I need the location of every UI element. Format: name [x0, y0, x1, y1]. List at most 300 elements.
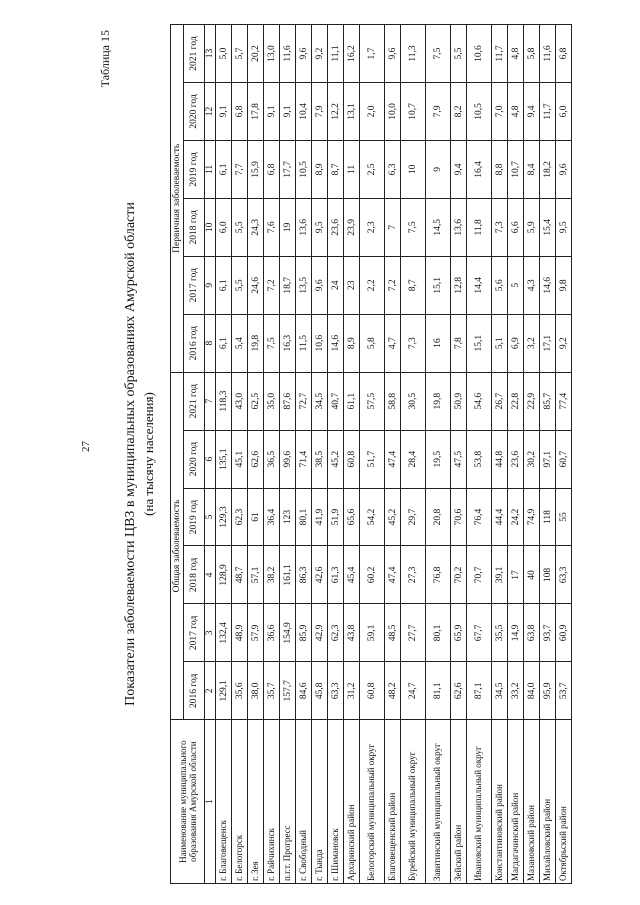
year-header: 2020 год — [184, 430, 205, 488]
value-cell: 5,5 — [232, 198, 248, 256]
value-cell: 50,9 — [451, 372, 467, 430]
value-cell: 10,6 — [312, 314, 328, 372]
table-row — [312, 25, 328, 884]
value-cell: 85,7 — [540, 372, 556, 430]
value-cell: 5,9 — [524, 198, 540, 256]
value-cell: 19,8 — [426, 372, 451, 430]
column-number: 1 — [205, 720, 216, 884]
year-header: 2019 год — [184, 488, 205, 546]
value-cell: 57,1 — [248, 546, 264, 604]
page-number: 27 — [80, 441, 92, 452]
value-cell: 38,2 — [264, 546, 280, 604]
value-cell: 5,8 — [360, 314, 385, 372]
value-cell: 123 — [280, 488, 296, 546]
value-cell: 23,6 — [328, 198, 344, 256]
value-cell: 8,2 — [451, 83, 467, 141]
value-cell: 19 — [280, 198, 296, 256]
value-cell: 36,4 — [264, 488, 280, 546]
value-cell: 5,4 — [232, 314, 248, 372]
value-cell: 62,6 — [248, 430, 264, 488]
value-cell: 8,9 — [344, 314, 360, 372]
row-name-cell: Мазановский район — [524, 720, 540, 884]
value-cell: 14,9 — [508, 604, 524, 662]
value-cell: 48,9 — [232, 604, 248, 662]
row-name-cell: Архаринский район — [344, 720, 360, 884]
table-row — [344, 25, 360, 884]
value-cell: 14,5 — [426, 198, 451, 256]
value-cell: 57,9 — [248, 604, 264, 662]
value-cell: 80,1 — [296, 488, 312, 546]
value-cell: 42,6 — [312, 546, 328, 604]
value-cell: 11,1 — [328, 25, 344, 83]
value-cell: 108 — [540, 546, 556, 604]
value-cell: 4,8 — [508, 25, 524, 83]
value-cell: 6,8 — [264, 140, 280, 198]
table-row — [467, 25, 492, 884]
value-cell: 22,9 — [524, 372, 540, 430]
table-row — [556, 25, 572, 884]
value-cell: 74,9 — [524, 488, 540, 546]
value-cell: 71,4 — [296, 430, 312, 488]
value-cell: 13,6 — [296, 198, 312, 256]
value-cell: 51,9 — [328, 488, 344, 546]
value-cell: 23 — [344, 256, 360, 314]
value-cell: 45,8 — [312, 662, 328, 720]
value-cell: 7,9 — [426, 83, 451, 141]
value-cell: 157,7 — [280, 662, 296, 720]
value-cell: 17 — [508, 546, 524, 604]
value-cell: 84,6 — [296, 662, 312, 720]
value-cell: 27,7 — [401, 604, 426, 662]
value-cell: 54,6 — [467, 372, 492, 430]
value-cell: 7,3 — [401, 314, 426, 372]
value-cell: 54,2 — [360, 488, 385, 546]
value-cell: 20,2 — [248, 25, 264, 83]
row-name-cell: Ивановский муниципальный округ — [467, 720, 492, 884]
value-cell: 53,7 — [556, 662, 572, 720]
column-number: 6 — [205, 430, 216, 488]
value-cell: 63,3 — [328, 662, 344, 720]
value-cell: 61,1 — [344, 372, 360, 430]
value-cell: 8,7 — [401, 256, 426, 314]
value-cell: 2,5 — [360, 140, 385, 198]
value-cell: 7,2 — [264, 256, 280, 314]
table-row — [401, 25, 426, 884]
group-header-primary: Первичная заболеваемость — [171, 25, 184, 373]
row-name-cell: Благовещенский район — [385, 720, 401, 884]
value-cell: 9,6 — [385, 25, 401, 83]
value-cell: 86,3 — [296, 546, 312, 604]
value-cell: 35,0 — [264, 372, 280, 430]
value-cell: 57,5 — [360, 372, 385, 430]
value-cell: 8,8 — [492, 140, 508, 198]
row-name-cell: Белогорский муниципальный округ — [360, 720, 385, 884]
page-title: Показатели заболеваемости ЦВЗ в муниципальных образованиях Амурской области — [123, 202, 138, 706]
value-cell: 95,9 — [540, 662, 556, 720]
value-cell: 61 — [248, 488, 264, 546]
column-number: 10 — [205, 198, 216, 256]
value-cell: 80,1 — [426, 604, 451, 662]
value-cell: 42,9 — [312, 604, 328, 662]
year-header: 2016 год — [184, 662, 205, 720]
value-cell: 70,7 — [467, 546, 492, 604]
value-cell: 9,6 — [296, 25, 312, 83]
table-row — [508, 25, 524, 884]
value-cell: 26,7 — [492, 372, 508, 430]
value-cell: 5,5 — [451, 25, 467, 83]
value-cell: 35,6 — [232, 662, 248, 720]
value-cell: 7,5 — [401, 198, 426, 256]
value-cell: 6,1 — [216, 314, 232, 372]
table-row — [385, 25, 401, 884]
value-cell: 9 — [426, 140, 451, 198]
value-cell: 67,7 — [467, 604, 492, 662]
value-cell: 76,8 — [426, 546, 451, 604]
table-row — [328, 25, 344, 884]
value-cell: 6,3 — [385, 140, 401, 198]
row-name-cell: г. Зея — [248, 720, 264, 884]
value-cell: 62,3 — [232, 488, 248, 546]
value-cell: 41,9 — [312, 488, 328, 546]
value-cell: 1,7 — [360, 25, 385, 83]
value-cell: 18,7 — [280, 256, 296, 314]
table-row — [426, 25, 451, 884]
value-cell: 23,6 — [508, 430, 524, 488]
value-cell: 22,8 — [508, 372, 524, 430]
value-cell: 61,3 — [328, 546, 344, 604]
row-name-cell: Зейский район — [451, 720, 467, 884]
column-number: 11 — [205, 140, 216, 198]
value-cell: 154,9 — [280, 604, 296, 662]
value-cell: 11,6 — [540, 25, 556, 83]
value-cell: 36,6 — [264, 604, 280, 662]
table-row — [280, 25, 296, 884]
value-cell: 10,7 — [401, 83, 426, 141]
value-cell: 7,9 — [312, 83, 328, 141]
value-cell: 33,2 — [508, 662, 524, 720]
value-cell: 35,7 — [264, 662, 280, 720]
column-number: 13 — [205, 25, 216, 83]
value-cell: 8,9 — [312, 140, 328, 198]
value-cell: 60,9 — [556, 604, 572, 662]
column-header-name: Наименование муниципального образования Амурской области — [171, 720, 205, 884]
value-cell: 76,4 — [467, 488, 492, 546]
table-row — [492, 25, 508, 884]
value-cell: 70,6 — [451, 488, 467, 546]
value-cell: 15,1 — [467, 314, 492, 372]
table-body — [216, 25, 572, 884]
value-cell: 16 — [426, 314, 451, 372]
value-cell: 12,2 — [328, 83, 344, 141]
value-cell: 7,6 — [264, 198, 280, 256]
table-row — [360, 25, 385, 884]
year-header: 2018 год — [184, 546, 205, 604]
value-cell: 18,2 — [540, 140, 556, 198]
value-cell: 2,2 — [360, 256, 385, 314]
row-name-cell: г. Благовещенск — [216, 720, 232, 884]
value-cell: 5,7 — [232, 25, 248, 83]
value-cell: 40 — [524, 546, 540, 604]
year-header: 2020 год — [184, 83, 205, 141]
page-subtitle: (на тысячу населения) — [141, 392, 156, 516]
value-cell: 39,1 — [492, 546, 508, 604]
value-cell: 40,7 — [328, 372, 344, 430]
row-name-cell: Октябрьский район — [556, 720, 572, 884]
value-cell: 6,0 — [556, 83, 572, 141]
table-row — [451, 25, 467, 884]
value-cell: 87,1 — [467, 662, 492, 720]
table-row — [524, 25, 540, 884]
year-header: 2018 год — [184, 198, 205, 256]
column-number: 9 — [205, 256, 216, 314]
value-cell: 9,6 — [312, 256, 328, 314]
table-row — [540, 25, 556, 884]
value-cell: 2,0 — [360, 83, 385, 141]
column-number: 12 — [205, 83, 216, 141]
value-cell: 11 — [344, 140, 360, 198]
value-cell: 5,1 — [492, 314, 508, 372]
value-cell: 4,8 — [508, 83, 524, 141]
value-cell: 97,1 — [540, 430, 556, 488]
value-cell: 62,3 — [328, 604, 344, 662]
value-cell: 60,8 — [360, 662, 385, 720]
value-cell: 45,1 — [232, 430, 248, 488]
value-cell: 85,9 — [296, 604, 312, 662]
value-cell: 84,0 — [524, 662, 540, 720]
row-name-cell: г. Белогорск — [232, 720, 248, 884]
value-cell: 34,5 — [492, 662, 508, 720]
value-cell: 11,7 — [492, 25, 508, 83]
value-cell: 10,0 — [385, 83, 401, 141]
row-name-cell: Бурейский муниципальный округ — [401, 720, 426, 884]
value-cell: 43,0 — [232, 372, 248, 430]
value-cell: 3,2 — [524, 314, 540, 372]
value-cell: 129,1 — [216, 662, 232, 720]
value-cell: 15,1 — [426, 256, 451, 314]
value-cell: 7,7 — [232, 140, 248, 198]
table-row — [248, 25, 264, 884]
year-header: 2017 год — [184, 604, 205, 662]
row-name-cell: Михайловский район — [540, 720, 556, 884]
value-cell: 9,4 — [524, 83, 540, 141]
value-cell: 6,9 — [508, 314, 524, 372]
value-cell: 72,7 — [296, 372, 312, 430]
value-cell: 45,2 — [385, 488, 401, 546]
year-header: 2017 год — [184, 256, 205, 314]
column-number-row — [205, 25, 216, 884]
value-cell: 47,4 — [385, 546, 401, 604]
value-cell: 45,4 — [344, 546, 360, 604]
value-cell: 7,2 — [385, 256, 401, 314]
value-cell: 38,5 — [312, 430, 328, 488]
table-label: Таблица 15 — [98, 30, 112, 88]
value-cell: 16,2 — [344, 25, 360, 83]
value-cell: 15,9 — [248, 140, 264, 198]
value-cell: 53,8 — [467, 430, 492, 488]
value-cell: 9,1 — [264, 83, 280, 141]
value-cell: 27,3 — [401, 546, 426, 604]
value-cell: 17,8 — [248, 83, 264, 141]
value-cell: 9,1 — [280, 83, 296, 141]
value-cell: 70,2 — [451, 546, 467, 604]
row-name-cell: г. Шимановск — [328, 720, 344, 884]
value-cell: 19,5 — [426, 430, 451, 488]
value-cell: 7,0 — [492, 83, 508, 141]
value-cell: 4,3 — [524, 256, 540, 314]
value-cell: 7,5 — [264, 314, 280, 372]
value-cell: 161,1 — [280, 546, 296, 604]
value-cell: 11,6 — [280, 25, 296, 83]
value-cell: 77,4 — [556, 372, 572, 430]
morbidity-table — [170, 24, 572, 884]
value-cell: 24 — [328, 256, 344, 314]
value-cell: 8,7 — [328, 140, 344, 198]
value-cell: 7 — [385, 198, 401, 256]
value-cell: 20,8 — [426, 488, 451, 546]
value-cell: 31,2 — [344, 662, 360, 720]
year-header: 2016 год — [184, 314, 205, 372]
value-cell: 6,1 — [216, 140, 232, 198]
value-cell: 132,4 — [216, 604, 232, 662]
value-cell: 9,6 — [556, 140, 572, 198]
value-cell: 15,4 — [540, 198, 556, 256]
value-cell: 4,7 — [385, 314, 401, 372]
value-cell: 118,3 — [216, 372, 232, 430]
value-cell: 9,4 — [451, 140, 467, 198]
value-cell: 99,6 — [280, 430, 296, 488]
value-cell: 13,6 — [451, 198, 467, 256]
year-header: 2019 год — [184, 140, 205, 198]
value-cell: 55 — [556, 488, 572, 546]
value-cell: 30,5 — [401, 372, 426, 430]
value-cell: 12,8 — [451, 256, 467, 314]
value-cell: 30,2 — [524, 430, 540, 488]
value-cell: 5,0 — [216, 25, 232, 83]
value-cell: 16,3 — [280, 314, 296, 372]
value-cell: 9,2 — [556, 314, 572, 372]
value-cell: 45,2 — [328, 430, 344, 488]
value-cell: 60,7 — [556, 430, 572, 488]
value-cell: 24,6 — [248, 256, 264, 314]
value-cell: 129,3 — [216, 488, 232, 546]
value-cell: 17,1 — [540, 314, 556, 372]
column-number: 7 — [205, 372, 216, 430]
value-cell: 14,4 — [467, 256, 492, 314]
value-cell: 7,8 — [451, 314, 467, 372]
value-cell: 13,1 — [344, 83, 360, 141]
value-cell: 14,6 — [540, 256, 556, 314]
value-cell: 47,4 — [385, 430, 401, 488]
value-cell: 5,5 — [232, 256, 248, 314]
table-row — [216, 25, 232, 884]
year-header: 2021 год — [184, 25, 205, 83]
value-cell: 13,0 — [264, 25, 280, 83]
value-cell: 6,6 — [508, 198, 524, 256]
row-name-cell: Магдагачинский район — [508, 720, 524, 884]
row-name-cell: г. Свободный — [296, 720, 312, 884]
value-cell: 48,7 — [232, 546, 248, 604]
value-cell: 11,8 — [467, 198, 492, 256]
value-cell: 11,7 — [540, 83, 556, 141]
value-cell: 38,0 — [248, 662, 264, 720]
value-cell: 93,7 — [540, 604, 556, 662]
value-cell: 8,4 — [524, 140, 540, 198]
value-cell: 87,6 — [280, 372, 296, 430]
value-cell: 59,1 — [360, 604, 385, 662]
value-cell: 6,0 — [216, 198, 232, 256]
value-cell: 58,8 — [385, 372, 401, 430]
column-number: 3 — [205, 604, 216, 662]
value-cell: 24,2 — [508, 488, 524, 546]
value-cell: 60,8 — [344, 430, 360, 488]
value-cell: 17,7 — [280, 140, 296, 198]
column-number: 5 — [205, 488, 216, 546]
value-cell: 44,4 — [492, 488, 508, 546]
value-cell: 5,8 — [524, 25, 540, 83]
value-cell: 63,3 — [556, 546, 572, 604]
group-header-general: Общая заболеваемость — [171, 372, 184, 720]
value-cell: 47,5 — [451, 430, 467, 488]
value-cell: 9,1 — [216, 83, 232, 141]
row-name-cell: г. Райчихинск — [264, 720, 280, 884]
column-number: 2 — [205, 662, 216, 720]
value-cell: 44,8 — [492, 430, 508, 488]
value-cell: 19,8 — [248, 314, 264, 372]
value-cell: 5,6 — [492, 256, 508, 314]
value-cell: 7,3 — [492, 198, 508, 256]
value-cell: 14,6 — [328, 314, 344, 372]
value-cell: 48,5 — [385, 604, 401, 662]
value-cell: 62,5 — [248, 372, 264, 430]
value-cell: 11,5 — [296, 314, 312, 372]
value-cell: 48,2 — [385, 662, 401, 720]
value-cell: 81,1 — [426, 662, 451, 720]
table-row — [296, 25, 312, 884]
table-row — [264, 25, 280, 884]
value-cell: 135,1 — [216, 430, 232, 488]
value-cell: 35,5 — [492, 604, 508, 662]
value-cell: 28,4 — [401, 430, 426, 488]
value-cell: 24,7 — [401, 662, 426, 720]
value-cell: 29,7 — [401, 488, 426, 546]
value-cell: 36,5 — [264, 430, 280, 488]
value-cell: 34,5 — [312, 372, 328, 430]
value-cell: 9,2 — [312, 25, 328, 83]
value-cell: 10,7 — [508, 140, 524, 198]
value-cell: 2,3 — [360, 198, 385, 256]
value-cell: 6,1 — [216, 256, 232, 314]
value-cell: 23,9 — [344, 198, 360, 256]
value-cell: 24,3 — [248, 198, 264, 256]
value-cell: 13,5 — [296, 256, 312, 314]
value-cell: 63,8 — [524, 604, 540, 662]
value-cell: 43,8 — [344, 604, 360, 662]
row-name-cell: Завитинский муниципальный округ — [426, 720, 451, 884]
column-number: 4 — [205, 546, 216, 604]
value-cell: 60,2 — [360, 546, 385, 604]
value-cell: 65,6 — [344, 488, 360, 546]
table-row — [232, 25, 248, 884]
year-header: 2021 год — [184, 372, 205, 430]
row-name-cell: Константиновский район — [492, 720, 508, 884]
row-name-cell: г. Тында — [312, 720, 328, 884]
value-cell: 10,6 — [467, 25, 492, 83]
value-cell: 5 — [508, 256, 524, 314]
value-cell: 6,8 — [556, 25, 572, 83]
value-cell: 118 — [540, 488, 556, 546]
value-cell: 9,8 — [556, 256, 572, 314]
value-cell: 10,4 — [296, 83, 312, 141]
